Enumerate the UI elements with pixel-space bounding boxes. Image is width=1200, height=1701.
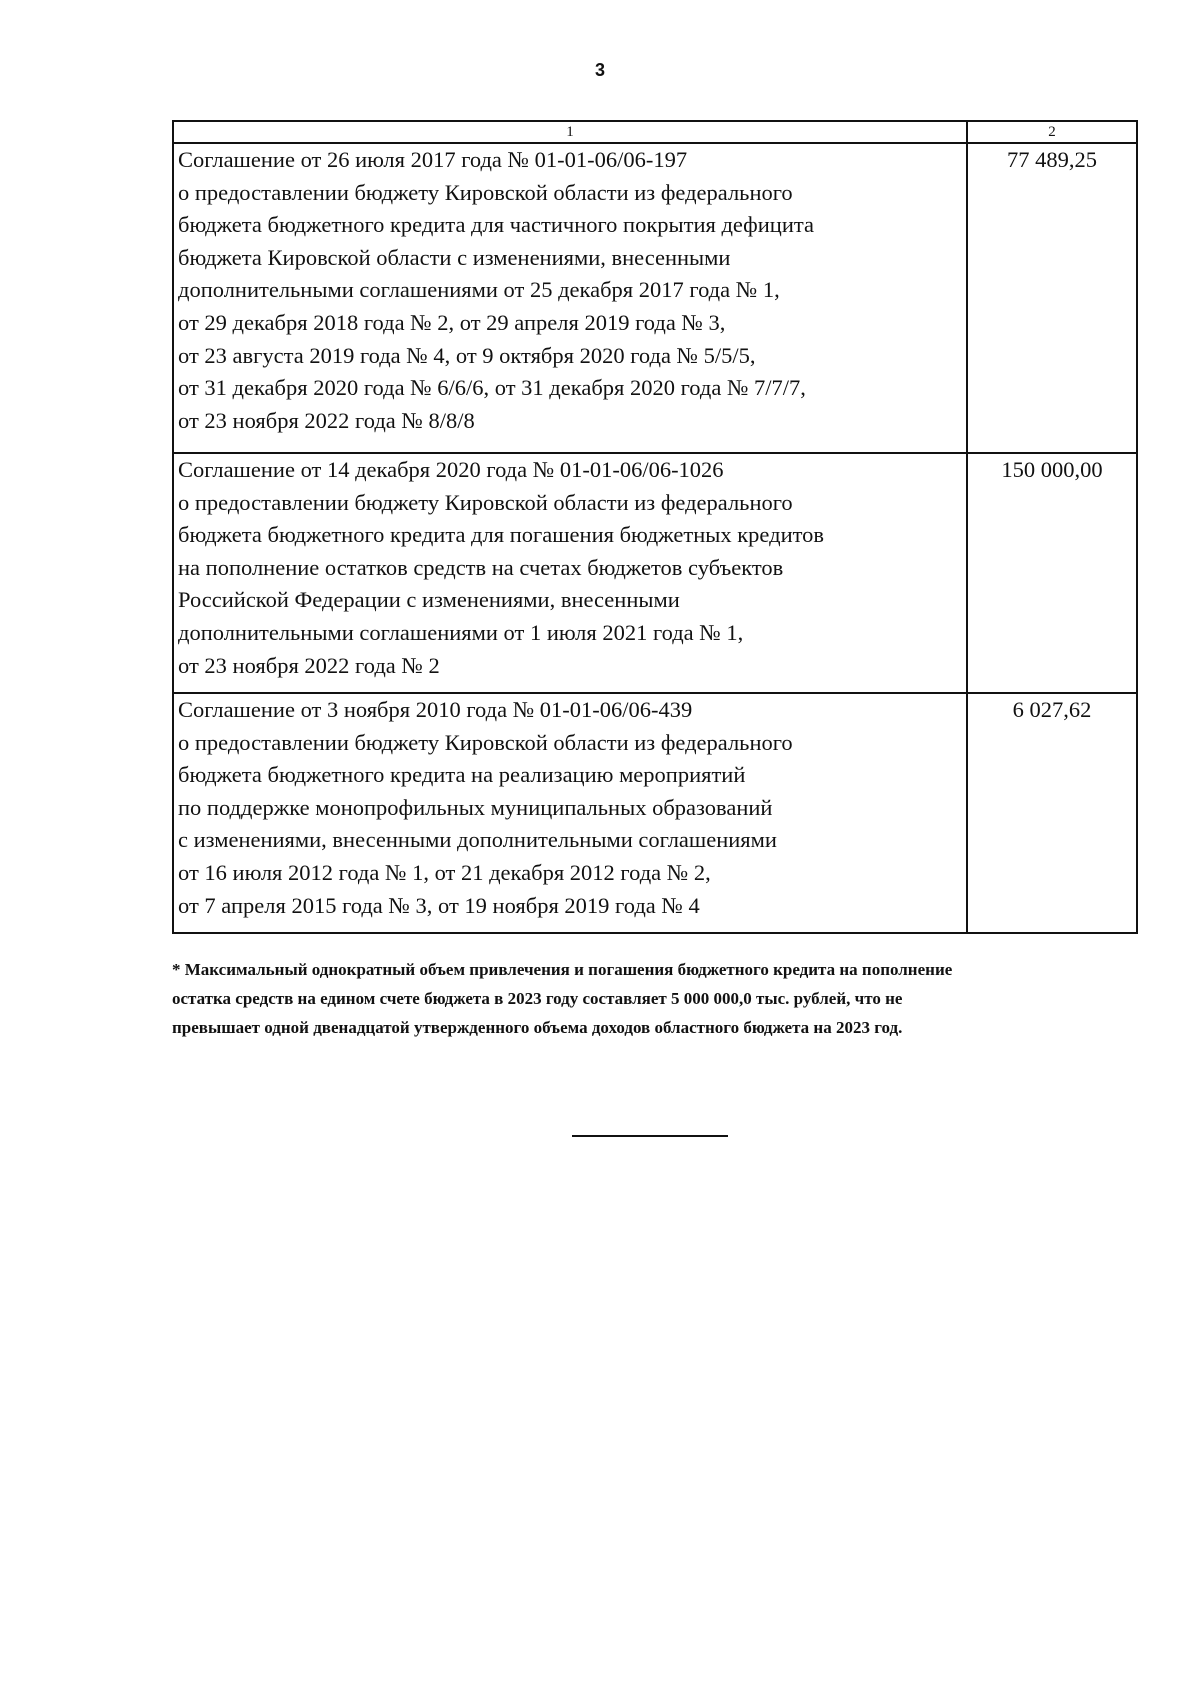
footnote-line: остатка средств на едином счете бюджета в 2023 году составляет 5 000 000,0 тыс. рублей, что не xyxy=(172,989,903,1008)
footnote-line: превышает одной двенадцатой утвержденного объема доходов областного бюджета на 2023 год. xyxy=(172,1018,903,1037)
table-row xyxy=(173,693,1137,933)
description-line: Соглашение от 26 июля 2017 года № 01-01-06/06-197 xyxy=(178,147,688,172)
loan-agreements-table xyxy=(172,120,1138,934)
description-line: с изменениями, внесенными дополнительными соглашениями xyxy=(178,827,777,853)
description-line: по поддержке монопрофильных муниципальных образований xyxy=(178,794,773,820)
description-line: о предоставлении бюджету Кировской области из федерального xyxy=(178,489,793,515)
description-line: дополнительными соглашениями от 1 июля 2021 года № 1, xyxy=(178,619,744,645)
table-row xyxy=(173,143,1137,453)
end-of-document-rule xyxy=(572,1135,728,1137)
table-row xyxy=(173,453,1137,693)
agreement-amount: 6 027,62 xyxy=(967,693,1137,933)
agreement-amount: 77 489,25 xyxy=(967,143,1137,453)
description-line: от 7 апреля 2015 года № 3, от 19 ноября 2019 года № 4 xyxy=(178,892,700,918)
description-line: от 29 декабря 2018 года № 2, от 29 апреля 2019 года № 3, xyxy=(178,309,726,335)
table-header-row xyxy=(173,121,1137,143)
description-line: Российской Федерации с изменениями, внесенными xyxy=(178,587,680,613)
agreement-description xyxy=(173,143,967,453)
description-line: бюджета Кировской области с изменениями, внесенными xyxy=(178,244,731,270)
description-line: Соглашение от 14 декабря 2020 года № 01-01-06/06-1026 xyxy=(178,457,724,482)
description-line: от 23 августа 2019 года № 4, от 9 октября 2020 года № 5/5/5, xyxy=(178,342,756,368)
description-line: бюджета бюджетного кредита для частичного покрытия дефицита xyxy=(178,212,814,238)
description-line: бюджета бюджетного кредита на реализацию мероприятий xyxy=(178,762,746,788)
description-line: о предоставлении бюджету Кировской области из федерального xyxy=(178,179,793,205)
description-line: на пополнение остатков средств на счетах бюджетов субъектов xyxy=(178,554,784,580)
agreement-description xyxy=(173,453,967,693)
description-line: от 31 декабря 2020 года № 6/6/6, от 31 декабря 2020 года № 7/7/7, xyxy=(178,375,806,401)
footnote-line: * Максимальный однократный объем привлечения и погашения бюджетного кредита на пополнение xyxy=(172,960,953,979)
page-number: 3 xyxy=(594,60,605,80)
agreement-description xyxy=(173,693,967,933)
description-line: дополнительными соглашениями от 25 декабря 2017 года № 1, xyxy=(178,277,780,303)
description-line: от 23 ноября 2022 года № 8/8/8 xyxy=(178,407,475,433)
column-header-2: 2 xyxy=(967,121,1137,143)
footnote xyxy=(172,955,1136,1042)
description-line: бюджета бюджетного кредита для погашения бюджетных кредитов xyxy=(178,522,825,548)
description-line: от 16 июля 2012 года № 1, от 21 декабря 2012 года № 2, xyxy=(178,859,711,885)
description-line: от 23 ноября 2022 года № 2 xyxy=(178,652,440,678)
column-header-1: 1 xyxy=(173,121,967,143)
description-line: о предоставлении бюджету Кировской области из федерального xyxy=(178,729,793,755)
description-line: Соглашение от 3 ноября 2010 года № 01-01-06/06-439 xyxy=(178,697,693,722)
agreement-amount: 150 000,00 xyxy=(967,453,1137,693)
